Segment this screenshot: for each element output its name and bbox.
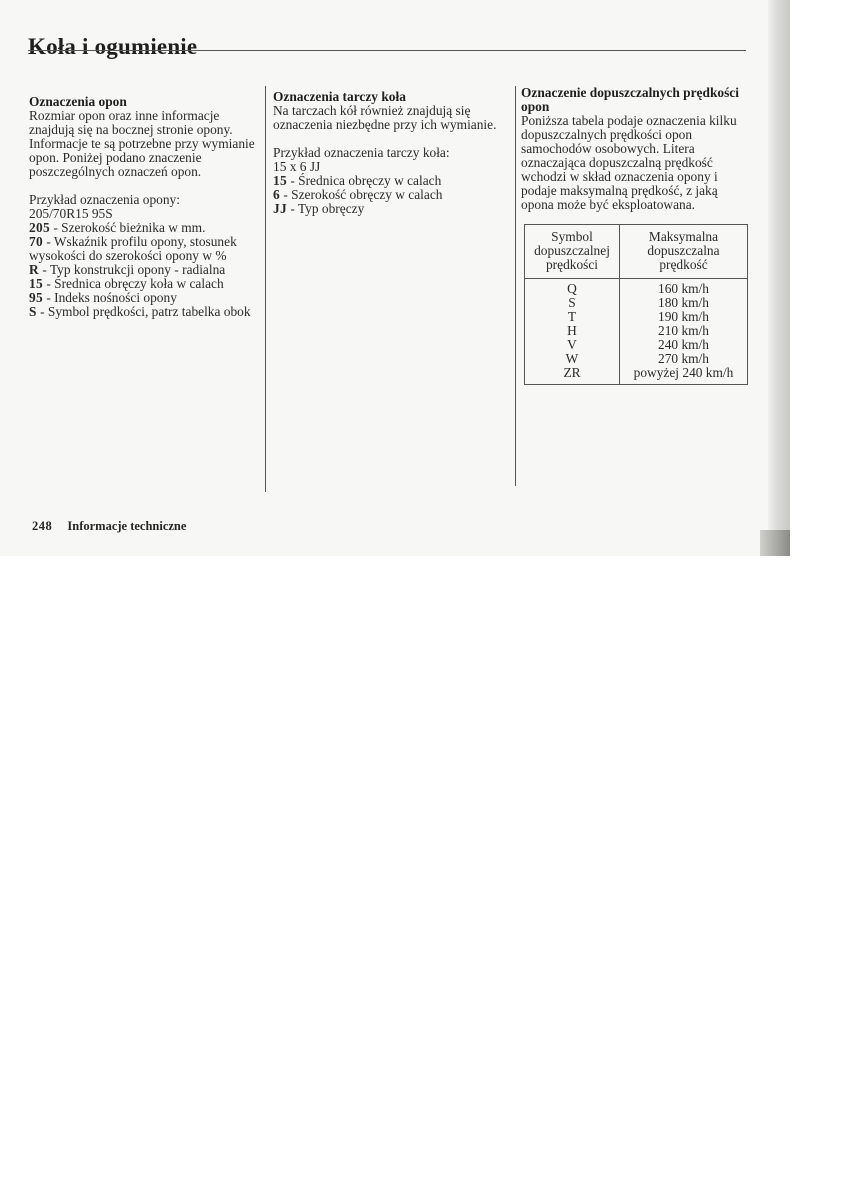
item-text: - Typ obręczy — [287, 201, 365, 216]
list-item — [273, 188, 505, 202]
tire-example-label: Przykład oznaczenia opony: — [29, 192, 180, 207]
list-item — [29, 277, 257, 291]
item-code: JJ — [273, 201, 287, 216]
speed-rating-intro: Poniższa tabela podaje oznaczenia kilku dopuszczalnych prędkości opon samochodów osobowych. Litera oznaczająca dopuszczalną prędkość wchodzi w skład oznaczenia opony i podaje maksymalną prędkość, z jaką opona może być eksploatowana. — [521, 113, 737, 212]
speed-cell — [620, 279, 748, 385]
speed-rating-heading: Oznaczenie dopuszczalnych prędkości opon — [521, 85, 739, 114]
table-header-row — [525, 225, 748, 279]
list-item — [29, 221, 257, 235]
page-number: 248 — [32, 519, 53, 533]
page-title: Koła i ogumienie — [28, 34, 198, 59]
column-divider-2 — [515, 86, 516, 486]
max-speed-value: 190 km/h — [658, 309, 709, 324]
max-speed-value: 180 km/h — [658, 295, 709, 310]
tire-markings-intro: Rozmiar opon oraz inne informacje znajdują się na bocznej stronie opony. Informacje te są potrzebne przy wymianie opon. Poniżej podano znaczenie poszczególnych oznaczeń opon. — [29, 108, 255, 179]
tire-markings-column — [29, 95, 257, 319]
rim-markings-column — [273, 90, 505, 216]
item-code: 15 — [29, 276, 43, 291]
speed-symbol: Q — [567, 281, 577, 296]
rim-code-list — [273, 174, 505, 216]
max-speed-value: 270 km/h — [658, 351, 709, 366]
item-code: R — [29, 262, 39, 277]
item-text: - Typ konstrukcji opony - radialna — [38, 262, 226, 277]
tire-example-value: 205/70R15 95S — [29, 206, 113, 221]
list-item — [273, 174, 505, 188]
list-item — [29, 291, 257, 305]
rim-example-value: 15 x 6 JJ — [273, 159, 321, 174]
item-text: - Średnica obręczy w calach — [287, 173, 442, 188]
column-divider-1 — [265, 86, 266, 492]
item-text: - Symbol prędkości, patrz tabelka obok — [36, 304, 251, 319]
max-speed-value: 160 km/h — [658, 281, 709, 296]
item-code: S — [29, 304, 37, 319]
speed-symbol: ZR — [563, 365, 581, 380]
speed-symbol: V — [567, 337, 577, 352]
symbol-cell — [525, 279, 620, 385]
list-item — [273, 202, 505, 216]
max-speed-value: powyżej 240 km/h — [633, 365, 734, 380]
table-header-symbol: Symbol dopuszczalnej prędkości — [525, 225, 620, 279]
list-item — [29, 263, 257, 277]
speed-symbol: W — [565, 351, 579, 366]
speed-symbol: H — [567, 323, 577, 338]
tire-markings-heading: Oznaczenia opon — [29, 94, 127, 109]
item-code: 6 — [273, 187, 280, 202]
item-code: 95 — [29, 290, 43, 305]
item-text: - Szerokość obręczy w calach — [280, 187, 443, 202]
table-row — [525, 279, 748, 385]
item-text: - Wskaźnik profilu opony, stosunek wysokości do szerokości opony w % — [29, 234, 237, 263]
rim-markings-heading: Oznaczenia tarczy koła — [273, 89, 406, 104]
item-text: - Szerokość bieżnika w mm. — [50, 220, 206, 235]
list-item — [29, 305, 257, 319]
speed-symbol: T — [567, 309, 577, 324]
speed-rating-column — [521, 86, 751, 385]
speed-symbol: S — [568, 295, 576, 310]
max-speed-value: 210 km/h — [658, 323, 709, 338]
page-binding-edge — [768, 0, 790, 556]
tire-code-list — [29, 221, 257, 319]
rim-markings-intro: Na tarczach kół również znajdują się oznaczenia niezbędne przy ich wymianie. — [273, 103, 497, 132]
page-binding-shadow — [760, 530, 790, 556]
item-text: - Średnica obręczy koła w calach — [43, 276, 224, 291]
page-footer — [32, 519, 186, 534]
item-code: 205 — [29, 220, 50, 235]
item-code: 15 — [273, 173, 287, 188]
item-text: - Indeks nośności opony — [43, 290, 177, 305]
rim-example-label: Przykład oznaczenia tarczy koła: — [273, 145, 450, 160]
scanned-page — [0, 0, 790, 556]
list-item — [29, 235, 257, 263]
footer-section: Informacje techniczne — [67, 519, 187, 533]
item-code: 70 — [29, 234, 43, 249]
speed-rating-table — [524, 224, 748, 385]
max-speed-value: 240 km/h — [658, 337, 709, 352]
title-rule — [28, 50, 746, 51]
table-header-max-speed: Maksymalna dopuszczalna prędkość — [620, 225, 748, 279]
